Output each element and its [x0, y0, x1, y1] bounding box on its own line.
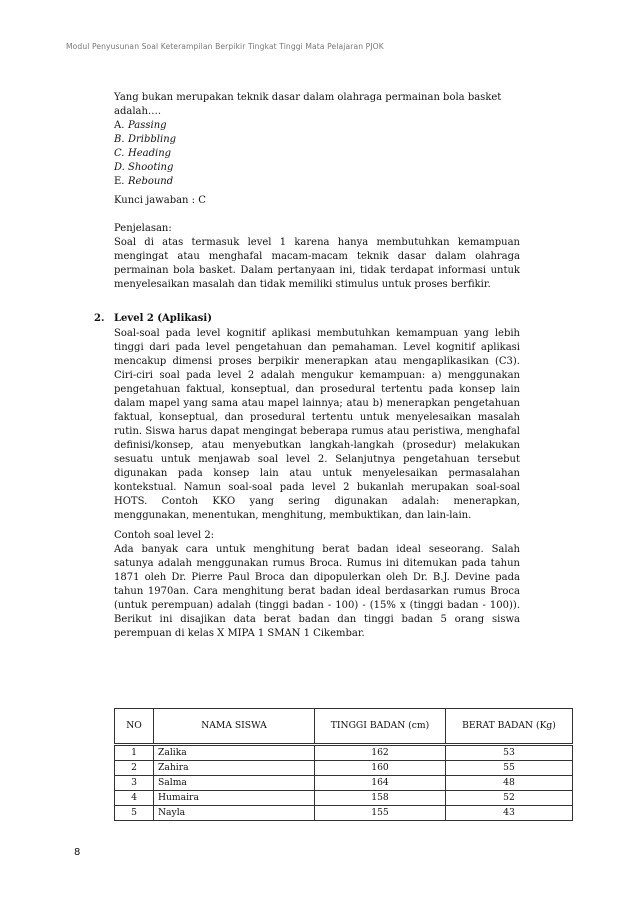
cell-name: Salma — [154, 776, 315, 791]
table-row — [115, 745, 573, 761]
cell-height: 160 — [315, 761, 446, 776]
option-c: C. Heading — [114, 148, 172, 159]
section-number: 2. — [94, 313, 105, 324]
cell-no: 4 — [115, 791, 154, 806]
cell-height: 155 — [315, 806, 446, 821]
table-row — [115, 806, 573, 821]
cell-name: Zalika — [154, 745, 315, 761]
cell-weight: 48 — [446, 776, 573, 791]
section-body: Soal-soal pada level kognitif aplikasi membutuhkan kemampuan yang lebih tinggi dari pada level pengetahuan dan pemahaman. Level kognitif aplikasi mencakup dimensi proses berpikir menerapkan atau mengaplikasikan (C3). Ciri-ciri soal pada level 2 adalah mengukur kemampuan: a) menggunakan pengetahuan faktual, konseptual, dan prosedural tertentu pada konsep lain dalam mapel yang sama atau mapel lainnya; atau b) menerapkan pengetahuan faktual, konseptual, dan prosedural tertentu untuk menyelesaikan masalah rutin. Siswa harus dapat mengingat beberapa rumus atau peristiwa, menghafal definisi/konsep, atau menyebutkan langkah-langkah (prosedur) melakukan sesuatu untuk menjawab soal level 2. Selanjutnya pengetahuan tersebut digunakan pada konsep lain atau untuk menyelesaikan permasalahan kontekstual. Namun soal-soal pada level 2 bukanlah merupakan soal-soal HOTS. Contoh KKO yang sering digunakan adalah: menerapkan, menggunakan, menentukan, menghitung, membuktikan, dan lain-lain. — [114, 328, 520, 521]
explanation-label: Penjelasan: — [114, 223, 172, 234]
cell-weight: 52 — [446, 791, 573, 806]
cell-weight: 55 — [446, 761, 573, 776]
options-list — [114, 119, 520, 189]
option-e: E. Rebound — [114, 176, 174, 187]
question-stem-line: adalah…. — [114, 106, 162, 117]
cell-weight: 43 — [446, 806, 573, 821]
col-header-no: NO — [115, 709, 154, 745]
cell-no: 2 — [115, 761, 154, 776]
cell-no: 1 — [115, 745, 154, 761]
page-number: 8 — [74, 847, 81, 858]
option-a: A. Passing — [114, 120, 167, 131]
option-b: B. Dribbling — [114, 134, 177, 145]
col-header-weight: BERAT BADAN (Kg) — [446, 709, 573, 745]
cell-name: Zahira — [154, 761, 315, 776]
cell-no: 3 — [115, 776, 154, 791]
table-header-row — [115, 709, 573, 745]
example-label: Contoh soal level 2: — [114, 530, 215, 541]
option-d: D. Shooting — [114, 162, 174, 173]
section-title: Level 2 (Aplikasi) — [114, 313, 212, 324]
cell-weight: 53 — [446, 745, 573, 761]
cell-height: 158 — [315, 791, 446, 806]
explanation-text: Soal di atas termasuk level 1 karena hanya membutuhkan kemampuan mengingat atau menghafal macam-macam teknik dasar dalam olahraga permainan bola basket. Dalam pertanyaan ini, tidak terdapat informasi untuk menyelesaikan masalah dan tidak memiliki stimulus untuk proses berfikir. — [114, 237, 520, 290]
col-header-name: NAMA SISWA — [154, 709, 315, 745]
table-row — [115, 776, 573, 791]
example-body: Ada banyak cara untuk menghitung berat badan ideal seseorang. Salah satunya adalah menggunakan rumus Broca. Rumus ini ditemukan pada tahun 1871 oleh Dr. Pierre Paul Broca dan dipopulerkan oleh Dr. B.J. Devine pada tahun 1970an. Cara menghitung berat badan ideal berdasarkan rumus Broca (untuk perempuan) adalah (tinggi badan - 100) - (15% x (tinggi badan - 100)). Berikut ini disajikan data berat badan dan tinggi badan 5 orang siswa perempuan di kelas X MIPA 1 SMAN 1 Cikembar. — [114, 544, 520, 639]
running-header: Modul Penyusunan Soal Keterampilan Berpikir Tingkat Tinggi Mata Pelajaran PJOK — [66, 42, 384, 51]
question-stem-line: Yang bukan merupakan teknik dasar dalam olahraga permainan bola basket — [114, 92, 502, 103]
table-row — [115, 761, 573, 776]
cell-name: Nayla — [154, 806, 315, 821]
table-row — [115, 791, 573, 806]
col-header-height: TINGGI BADAN (cm) — [315, 709, 446, 745]
answer-key: Kunci jawaban : C — [114, 195, 206, 206]
cell-no: 5 — [115, 806, 154, 821]
student-data-table — [114, 708, 573, 821]
cell-height: 164 — [315, 776, 446, 791]
question-stem — [114, 91, 520, 189]
cell-name: Humaira — [154, 791, 315, 806]
cell-height: 162 — [315, 745, 446, 761]
